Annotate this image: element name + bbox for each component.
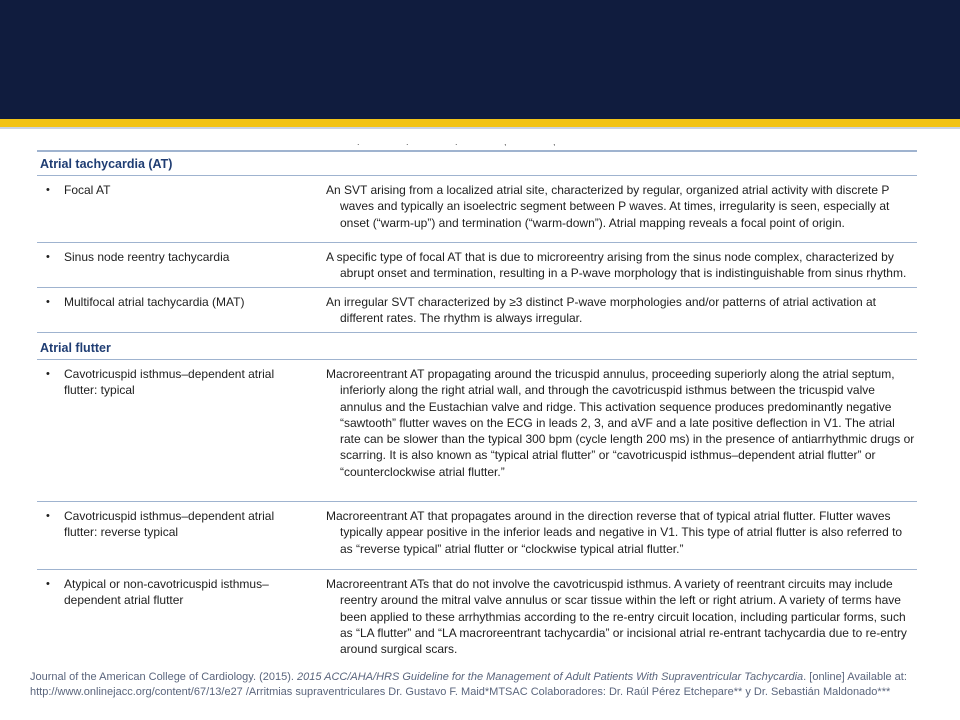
table-row-mat [37, 288, 917, 333]
citation-lead: Journal of the American College of Cardiology. (2015). [30, 671, 297, 683]
citation-tail: . [online] Available at: http://www.onlinejacc.org/content/67/13/e27 /Arritmias supraventriculares Dr. Gustavo F. Maid*MTSAC Colaboradores: Dr. Raúl Pérez Etchepare** y Dr. Sebastián Maldonado*** [30, 671, 907, 698]
row-term: • Sinus node reentry tachycardia [37, 249, 307, 265]
row-term: • Cavotricuspid isthmus–dependent atrial flutter: reverse typical [37, 508, 307, 541]
row-term: • Focal AT [37, 182, 307, 198]
cropped-previous-row: . . . , , [357, 137, 578, 146]
row-term: • Atypical or non-cavotricuspid isthmus–dependent atrial flutter [37, 576, 307, 609]
row-definition: A specific type of focal AT that is due to microreentry arising from the sinus node complex, characterized by abrupt onset and termination, resulting in a P-wave morphology that is indistinguishable from sinus rhythm. [326, 250, 907, 281]
section-heading-atrial-tachycardia: Atrial tachycardia (AT) [37, 152, 917, 176]
row-definition: Macroreentrant AT that propagates around in the direction reverse that of typical atrial flutter. Flutter waves typically appear positive in the inferior leads and negative in V1. This type of atrial flutter is also referred to as “reverse typical” atrial flutter or “clockwise typical atrial flutter.” [326, 509, 903, 556]
row-definition: An irregular SVT characterized by ≥3 distinct P-wave morphologies and/or patterns of atrial activation at different rates. The rhythm is always irregular. [326, 295, 876, 326]
slide-accent-stripe [0, 119, 960, 127]
table-row-reverse-typical-flutter [37, 502, 917, 570]
slide-header-band [0, 0, 960, 119]
table-row-typical-flutter [37, 360, 917, 502]
row-definition: Macroreentrant AT propagating around the tricuspid annulus, proceeding superiorly along the atrial septum, inferiorly along the right atrial wall, and through the cavotricuspid isthmus between the tricuspid valve annulus and the Eustachian valve and ridge. This activation sequence produces predominantly negative “sawtooth” flutter waves on the ECG in leads 2, 3, and aVF and a late positive deflection in V1. The atrial rate can be slower than the typical 300 bpm (cycle length 200 ms) in the presence of antiarrhythmic drugs or scarring. It is also known as “typical atrial flutter” or “cavotricuspid isthmus–dependent atrial flutter” or “counterclockwise atrial flutter.” [326, 367, 915, 479]
row-term: • Multifocal atrial tachycardia (MAT) [37, 294, 307, 310]
table-row-focal-at [37, 176, 917, 243]
row-definition: Macroreentrant ATs that do not involve the cavotricuspid isthmus. A variety of reentrant circuits may include reentry around the mitral valve annulus or scar tissue within the left or right atrium. A variety of terms have been applied to these arrhythmias according to the re-entry circuit location, including particular forms, such as “LA flutter” and “LA macroreentrant tachycardia” or incisional atrial re-entrant tachycardia due to re-entry around surgical scars. [326, 577, 907, 657]
source-citation [30, 670, 930, 699]
table-row-atypical-flutter [37, 570, 917, 662]
section-heading-atrial-flutter: Atrial flutter [37, 336, 917, 360]
svt-definitions-table [37, 128, 917, 662]
citation-title: 2015 ACC/AHA/HRS Guideline for the Management of Adult Patients With Supraventricular Tachycardia [297, 671, 804, 683]
row-term: • Cavotricuspid isthmus–dependent atrial flutter: typical [37, 366, 307, 399]
row-definition: An SVT arising from a localized atrial site, characterized by regular, organized atrial activity with discrete P waves and typically an isoelectric segment between P waves. At times, irregularity is seen, especially at onset (“warm-up”) and termination (“warm-down”). Atrial mapping reveals a focal point of origin. [326, 183, 890, 230]
table-row-sinus-node-reentry [37, 243, 917, 288]
